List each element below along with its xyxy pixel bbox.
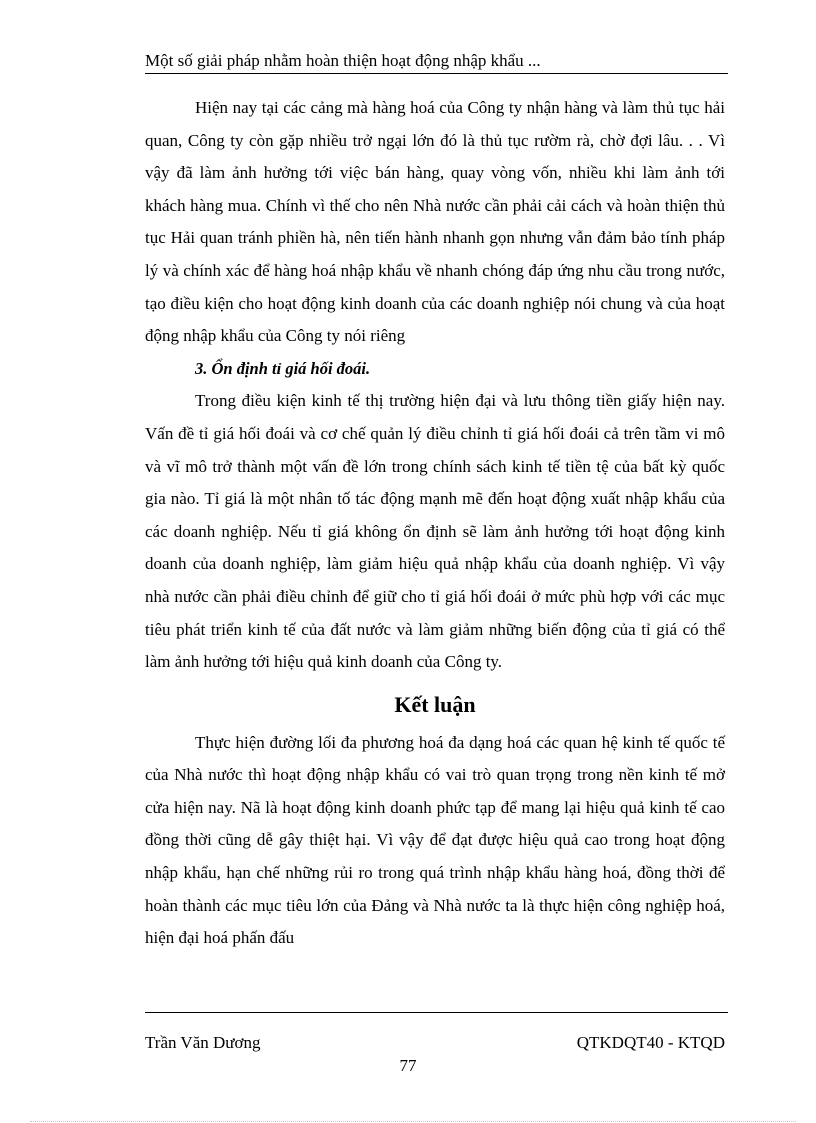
footer-author: Trần Văn Dương bbox=[145, 1033, 261, 1052]
paragraph-exchange-rate: Trong điều kiện kinh tế thị trường hiện đại và lưu thông tiền giấy hiện nay. Vấn đề tỉ giá hối đoái và cơ chế quản lý điều chỉnh tỉ giá hối đoái cả trên tầm vi mô và vĩ mô trở thành một vấn đề lớn trong chính sách kinh tế tiền tệ của bất kỳ quốc gia nào. Tỉ giá là một nhân tố tác động mạnh mẽ đến hoạt động xuất nhập khẩu của các doanh nghiệp. Nếu tỉ giá không ổn định sẽ làm ảnh hưởng tới hoạt động kinh doanh của doanh nghiệp, làm giảm hiệu quả nhập khẩu của doanh nghiệp. Vì vậy nhà nước cần phải điều chỉnh để giữ cho tỉ giá hối đoái ở mức phù hợp với các mục tiêu phát triển kinh tế của đất nước và làm giảm những biến động của tỉ giá có thể làm ảnh hưởng tới hiệu quả kinh doanh của Công ty. bbox=[145, 391, 725, 672]
paragraph-conclusion: Thực hiện đường lối đa phương hoá đa dạng hoá các quan hệ kinh tế quốc tế của Nhà nước thì hoạt động nhập khẩu có vai trò quan trọng trong nền kinh tế mở cửa hiện nay. Nã là hoạt động kinh doanh phức tạp để mang lại hiệu quả kinh tế cao đồng thời cũng dễ gây thiệt hại. Vì vậy để đạt được hiệu quả cao trong hoạt động nhập khẩu, hạn chế những rủi ro trong quá trình nhập khẩu hàng hoá, đồng thời để hoàn thành các mục tiêu lớn của Đảng và Nhà nước ta là thực hiện công nghiệp hoá, hiện đại hoá phấn đấu bbox=[145, 732, 725, 948]
page-number: 77 bbox=[399, 1056, 417, 1075]
footer-divider bbox=[145, 1012, 728, 1013]
section-subheading: 3. Ổn định tỉ giá hối đoái. bbox=[195, 358, 371, 378]
running-header: Một số giải pháp nhằm hoàn thiện hoạt động nhập khẩu ... bbox=[145, 50, 728, 74]
page-body bbox=[145, 92, 725, 955]
conclusion-title: Kết luận bbox=[394, 691, 476, 717]
page-bottom-edge bbox=[30, 1121, 796, 1122]
footer-class-code: QTKDQT40 - KTQD bbox=[576, 1033, 725, 1052]
paragraph-customs-procedures: Hiện nay tại các cảng mà hàng hoá của Công ty nhận hàng và làm thủ tục hải quan, Công ty còn gặp nhiều trở ngại lớn đó là thủ tục rườm rà, chờ đợi lâu. . . Vì vậy đã làm ảnh hưởng tới việc bán hàng, quay vòng vốn, nhiều khi làm ảnh tới khách hàng mua. Chính vì thế cho nên Nhà nước cần phải cải cách và hoàn thiện thủ tục Hải quan tránh phiền hà, nên tiến hành nhanh gọn nhưng vẫn đảm bảo tính pháp lý và chính xác để hàng hoá nhập khẩu về nhanh chóng đáp ứng nhu cầu trong nước, tạo điều kiện cho hoạt động kinh doanh của các doanh nghiệp nói chung và của hoạt động nhập khẩu của Công ty nói riêng bbox=[145, 98, 725, 346]
